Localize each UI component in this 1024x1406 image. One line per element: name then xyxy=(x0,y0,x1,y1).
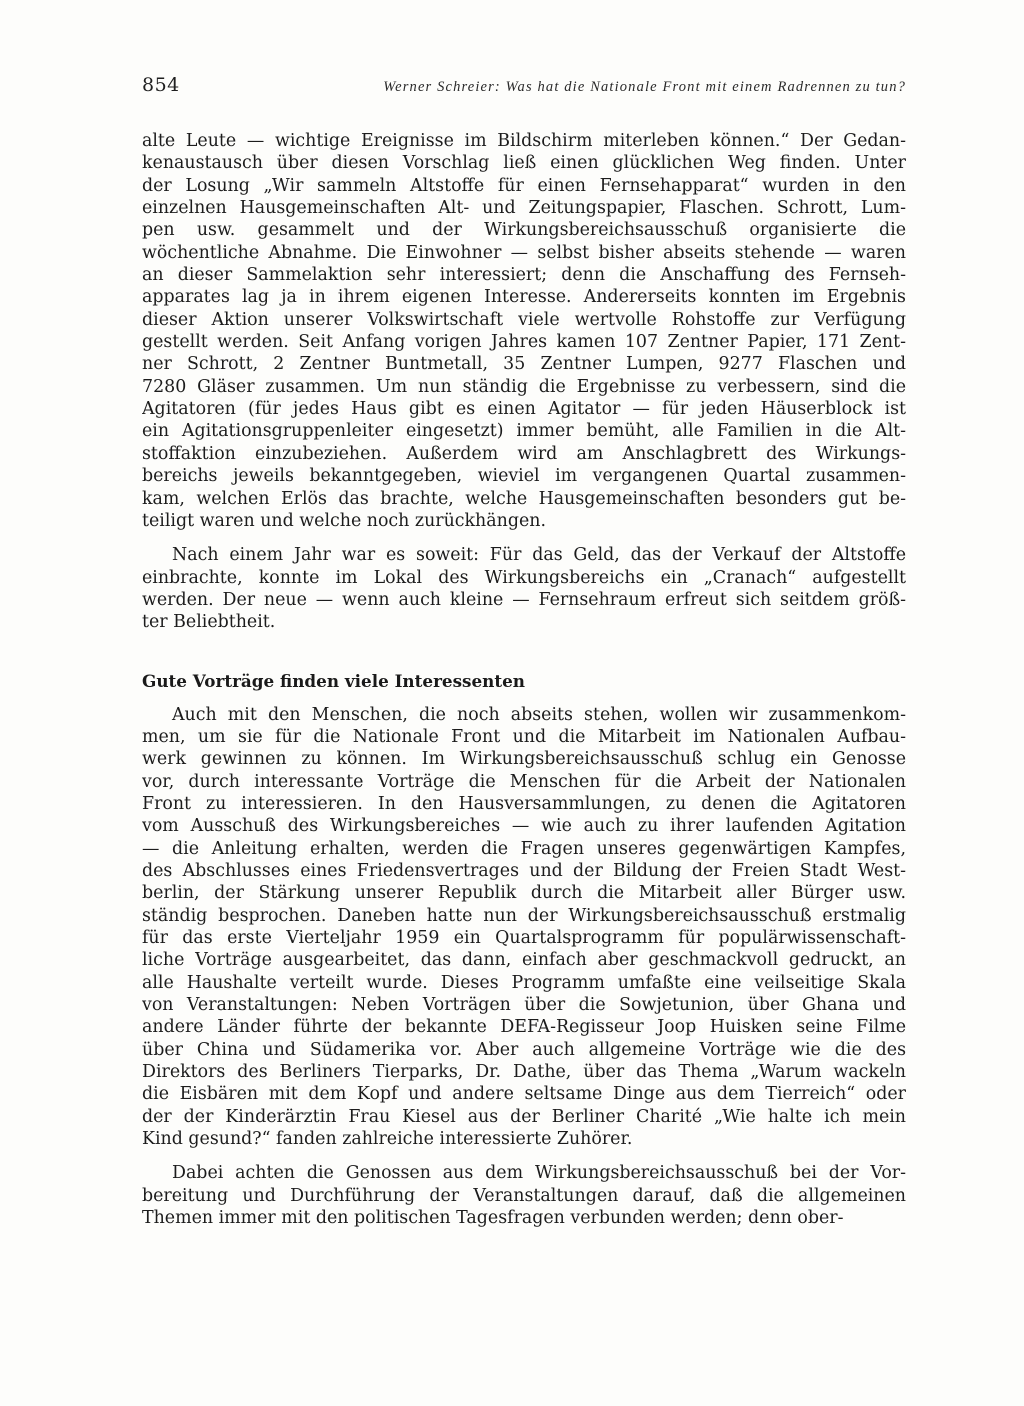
text-line: ner Schrott, 2 Zentner Buntmetall, 35 Zentner Lumpen, 9277 Flaschen und xyxy=(142,354,906,375)
text-line: Themen immer mit den politischen Tagesfragen verbunden werden; denn ober- xyxy=(142,1208,844,1229)
paragraph xyxy=(142,130,906,532)
text-line: berlin, der Stärkung unserer Republik durch die Mitarbeit aller Bürger usw. xyxy=(142,883,906,904)
text-line: einzelnen Hausgemeinschaften Alt- und Zeitungspapier, Flaschen. Schrott, Lum- xyxy=(142,198,906,219)
text-line: liche Vorträge ausgearbeitet, das dann, einfach aber geschmackvoll gedruckt, an xyxy=(142,950,906,971)
text-line: der der Kinderärztin Frau Kiesel aus der Berliner Charité „Wie halte ich mein xyxy=(142,1106,906,1127)
body-text xyxy=(142,130,906,1229)
text-line: vor, durch interessante Vorträge die Menschen für die Arbeit der Nationalen xyxy=(142,771,906,792)
text-line: Nach einem Jahr war es soweit: Für das Geld, das der Verkauf der Altstoffe xyxy=(172,545,906,566)
paragraph xyxy=(142,704,906,1151)
text-line: werden. Der neue — wenn auch kleine — Fernsehraum erfreut sich seitdem größ- xyxy=(142,589,906,610)
text-line: kenaustausch über diesen Vorschlag ließ einen glücklichen Weg finden. Unter xyxy=(142,153,906,174)
text-line: von Veranstaltungen: Neben Vorträgen über die Sowjetunion, über Ghana und xyxy=(142,995,906,1016)
text-line: Direktors des Berliners Tierparks, Dr. Dathe, über das Thema „Warum wackeln xyxy=(142,1062,906,1083)
text-line: der Losung „Wir sammeln Altstoffe für einen Fernsehapparat“ wurden in den xyxy=(142,175,906,196)
text-line: an dieser Sammelaktion sehr interessiert; denn die Anschaffung des Fernseh- xyxy=(142,265,906,286)
section-heading: Gute Vorträge finden viele Interessenten xyxy=(142,670,525,691)
text-line: wöchentliche Abnahme. Die Einwohner — selbst bisher abseits stehende — waren xyxy=(142,242,906,263)
text-line: — die Anleitung erhalten, werden die Fragen unseres gegenwärtigen Kampfes, xyxy=(142,838,906,859)
text-block-1 xyxy=(142,130,906,634)
text-line: stoffaktion einzubeziehen. Außerdem wird am Anschlagbrett des Wirkungs- xyxy=(142,443,906,464)
text-line: 7280 Gläser zusammen. Um nun ständig die Ergebnisse zu verbessern, sind die xyxy=(142,376,906,397)
text-line: des Abschlusses eines Friedensvertrages und der Bildung der Freien Stadt West- xyxy=(142,860,906,881)
text-line: bereitung und Durchführung der Veranstaltungen darauf, daß die allgemeinen xyxy=(142,1185,906,1206)
text-line: alle Haushalte verteilt wurde. Dieses Programm umfaßte eine veilseitige Skala xyxy=(142,972,906,993)
text-line: apparates lag ja in ihrem eigenen Interesse. Andererseits konnten im Ergebnis xyxy=(142,287,906,308)
text-block-2 xyxy=(142,704,906,1230)
running-head: Werner Schreier: Was hat die Nationale Front mit einem Radrennen zu tun? xyxy=(383,79,906,95)
text-line: die Eisbären mit dem Kopf und andere seltsame Dinge aus dem Tierreich“ oder xyxy=(142,1084,906,1105)
text-line: gestellt werden. Seit Anfang vorigen Jahres kamen 107 Zentner Papier, 171 Zent- xyxy=(142,332,906,353)
text-line: werk gewinnen zu können. Im Wirkungsbereichsausschuß schlug ein Genosse xyxy=(142,749,906,770)
text-line: dieser Aktion unserer Volkswirtschaft viele wertvolle Rohstoffe zur Verfügung xyxy=(142,309,906,330)
page-header xyxy=(142,74,906,104)
text-line: Auch mit den Menschen, die noch abseits stehen, wollen wir zusammenkom- xyxy=(172,704,906,725)
text-line: pen usw. gesammelt und der Wirkungsbereichsausschuß organisierte die xyxy=(142,220,906,241)
text-line: Front zu interessieren. In den Hausversammlungen, zu denen die Agitatoren xyxy=(142,793,906,814)
text-line: alte Leute — wichtige Ereignisse im Bildschirm miterleben können.“ Der Gedan- xyxy=(142,131,906,151)
section-spacer xyxy=(142,634,906,670)
text-line: Dabei achten die Genossen aus dem Wirkungsbereichsausschuß bei der Vor- xyxy=(172,1163,906,1184)
page-number: 854 xyxy=(142,74,180,96)
text-line: vom Ausschuß des Wirkungsbereiches — wie auch zu ihrer laufenden Agitation xyxy=(142,816,906,837)
text-line: ein Agitationsgruppenleiter eingesetzt) immer bemüht, alle Familien in die Alt- xyxy=(142,421,906,442)
text-line: für das erste Vierteljahr 1959 ein Quartalsprogramm für populärwissenschaft- xyxy=(142,928,906,948)
text-line: Agitatoren (für jedes Haus gibt es einen Agitator — für jeden Häuserblock ist xyxy=(142,399,906,420)
text-line: ständig besprochen. Daneben hatte nun der Wirkungsbereichsausschuß erstmalig xyxy=(142,905,906,926)
text-line: bereichs jeweils bekanntgegeben, wieviel im vergangenen Quartal zusammen- xyxy=(142,466,906,487)
text-line: einbrachte, konnte im Lokal des Wirkungsbereichs ein „Cranach“ aufgestellt xyxy=(142,567,906,588)
paragraph xyxy=(142,544,906,633)
text-line: über China und Südamerika vor. Aber auch allgemeine Vorträge wie die des xyxy=(142,1039,906,1060)
text-line: ter Beliebtheit. xyxy=(142,612,276,633)
text-line: Kind gesund?“ fanden zahlreiche interessierte Zuhörer. xyxy=(142,1129,633,1150)
text-line: men, um sie für die Nationale Front und die Mitarbeit im Nationalen Aufbau- xyxy=(142,726,906,747)
paragraph xyxy=(142,1162,906,1229)
text-line: andere Länder führte der bekannte DEFA-Regisseur Joop Huisken seine Filme xyxy=(142,1017,906,1038)
text-line: teiligt waren und welche noch zurückhängen. xyxy=(142,510,546,531)
text-line: kam, welchen Erlös das brachte, welche Hausgemeinschaften besonders gut be- xyxy=(142,488,906,509)
